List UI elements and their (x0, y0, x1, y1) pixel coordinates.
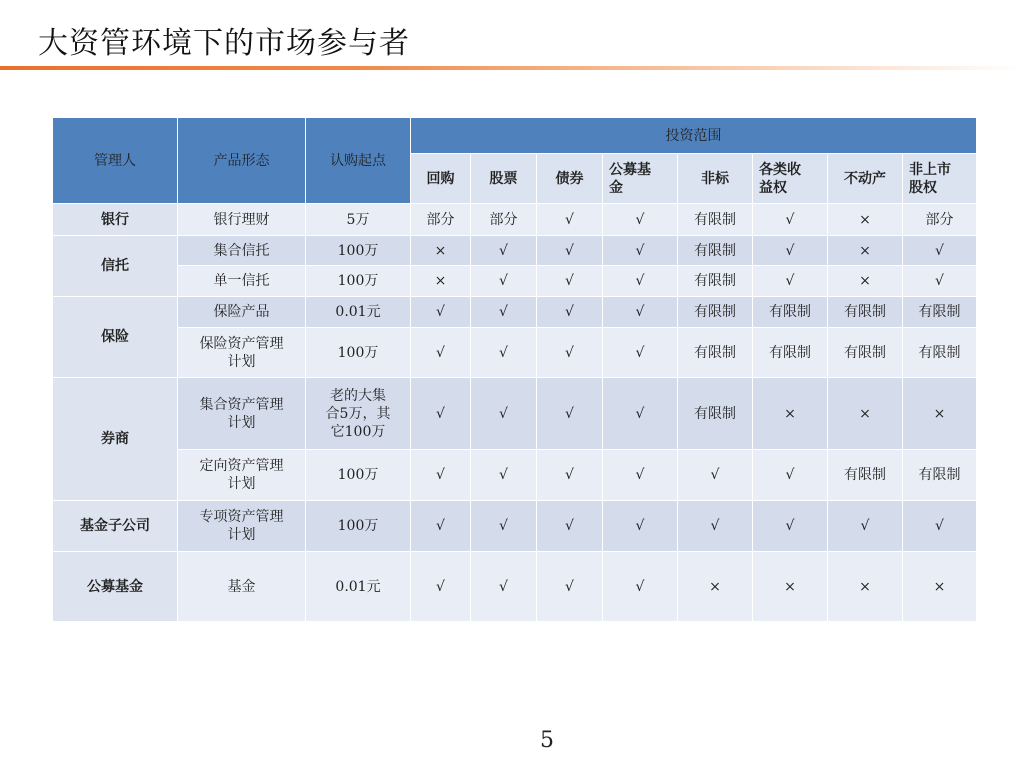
scope-value-cell: × (903, 552, 977, 622)
scope-value-cell: √ (471, 266, 537, 297)
scope-value-cell: √ (411, 501, 471, 552)
slide-title: 大资管环境下的市场参与者 (38, 26, 410, 61)
header-scope-col: 股票 (471, 154, 537, 204)
scope-value-cell: √ (537, 378, 603, 450)
scope-value-cell: 有限制 (828, 297, 903, 328)
minimum-cell: 100万 (306, 450, 411, 501)
page-number: 5 (540, 728, 554, 753)
product-cell: 保险产品 (178, 297, 306, 328)
table-row (53, 501, 977, 552)
manager-cell: 保险 (53, 297, 178, 378)
scope-value-cell: √ (903, 266, 977, 297)
scope-value-cell: √ (603, 297, 678, 328)
manager-cell: 券商 (53, 378, 178, 501)
manager-cell: 银行 (53, 204, 178, 236)
scope-value-cell: √ (537, 297, 603, 328)
scope-value-cell: √ (753, 236, 828, 266)
scope-value-cell: × (411, 236, 471, 266)
minimum-cell: 100万 (306, 266, 411, 297)
scope-value-cell: √ (471, 450, 537, 501)
scope-value-cell: × (828, 236, 903, 266)
product-cell: 银行理财 (178, 204, 306, 236)
scope-value-cell: √ (537, 328, 603, 378)
product-cell: 单一信托 (178, 266, 306, 297)
product-cell: 基金 (178, 552, 306, 622)
scope-value-cell: 部分 (411, 204, 471, 236)
scope-value-cell: × (411, 266, 471, 297)
scope-value-cell: √ (471, 328, 537, 378)
table-row (53, 552, 977, 622)
scope-value-cell: √ (411, 297, 471, 328)
scope-value-cell: √ (537, 204, 603, 236)
scope-value-cell: √ (903, 236, 977, 266)
manager-cell: 公募基金 (53, 552, 178, 622)
scope-value-cell: √ (903, 501, 977, 552)
product-cell: 定向资产管理 计划 (178, 450, 306, 501)
header-minimum: 认购起点 (306, 118, 411, 204)
scope-value-cell: √ (471, 501, 537, 552)
minimum-cell: 5万 (306, 204, 411, 236)
header-scope-col: 非上市 股权 (903, 154, 977, 204)
scope-value-cell: × (828, 266, 903, 297)
scope-value-cell: √ (537, 236, 603, 266)
scope-value-cell: 有限制 (678, 204, 753, 236)
scope-value-cell: 有限制 (828, 450, 903, 501)
scope-value-cell: 有限制 (678, 297, 753, 328)
minimum-cell: 0.01元 (306, 297, 411, 328)
table-row (53, 266, 977, 297)
scope-value-cell: √ (537, 450, 603, 501)
scope-value-cell: √ (471, 236, 537, 266)
scope-value-cell: × (828, 552, 903, 622)
header-scope-col: 回购 (411, 154, 471, 204)
header-manager: 管理人 (53, 118, 178, 204)
table-row (53, 450, 977, 501)
scope-value-cell: 有限制 (903, 297, 977, 328)
scope-value-cell: √ (678, 450, 753, 501)
scope-value-cell: √ (471, 297, 537, 328)
minimum-cell: 100万 (306, 236, 411, 266)
scope-value-cell: √ (678, 501, 753, 552)
scope-value-cell: √ (537, 552, 603, 622)
scope-value-cell: × (753, 378, 828, 450)
header-scope-col: 非标 (678, 154, 753, 204)
minimum-cell: 老的大集 合5万，其 它100万 (306, 378, 411, 450)
scope-value-cell: √ (411, 378, 471, 450)
scope-value-cell: × (903, 378, 977, 450)
scope-value-cell: √ (411, 328, 471, 378)
scope-value-cell: √ (603, 204, 678, 236)
header-scope-col: 不动产 (828, 154, 903, 204)
scope-value-cell: 有限制 (678, 328, 753, 378)
scope-value-cell: √ (603, 328, 678, 378)
scope-value-cell: 有限制 (753, 328, 828, 378)
scope-value-cell: √ (471, 552, 537, 622)
scope-value-cell: √ (411, 552, 471, 622)
header-scope-col: 公募基 金 (603, 154, 678, 204)
scope-value-cell: 部分 (471, 204, 537, 236)
table-row (53, 236, 977, 266)
header-scope-col: 债券 (537, 154, 603, 204)
scope-value-cell: √ (603, 378, 678, 450)
table-row (53, 297, 977, 328)
scope-value-cell: 有限制 (753, 297, 828, 328)
scope-value-cell: √ (411, 450, 471, 501)
scope-value-cell: 有限制 (678, 236, 753, 266)
header-scope-col: 各类收 益权 (753, 154, 828, 204)
scope-value-cell: × (828, 204, 903, 236)
scope-value-cell: 有限制 (828, 328, 903, 378)
table-row (53, 328, 977, 378)
scope-value-cell: 部分 (903, 204, 977, 236)
scope-value-cell: 有限制 (678, 378, 753, 450)
scope-value-cell: 有限制 (903, 450, 977, 501)
manager-cell: 信托 (53, 236, 178, 297)
scope-value-cell: √ (603, 266, 678, 297)
scope-value-cell: √ (471, 378, 537, 450)
scope-value-cell: √ (603, 501, 678, 552)
minimum-cell: 100万 (306, 328, 411, 378)
minimum-cell: 100万 (306, 501, 411, 552)
product-cell: 集合资产管理 计划 (178, 378, 306, 450)
scope-value-cell: √ (828, 501, 903, 552)
scope-value-cell: 有限制 (903, 328, 977, 378)
scope-value-cell: √ (753, 501, 828, 552)
scope-value-cell: 有限制 (678, 266, 753, 297)
scope-value-cell: √ (603, 450, 678, 501)
scope-value-cell: √ (753, 204, 828, 236)
scope-value-cell: √ (753, 450, 828, 501)
product-cell: 集合信托 (178, 236, 306, 266)
scope-value-cell: × (753, 552, 828, 622)
scope-value-cell: × (678, 552, 753, 622)
product-cell: 保险资产管理 计划 (178, 328, 306, 378)
table-row (53, 204, 977, 236)
product-cell: 专项资产管理 计划 (178, 501, 306, 552)
scope-value-cell: × (828, 378, 903, 450)
minimum-cell: 0.01元 (306, 552, 411, 622)
title-divider (0, 66, 1024, 70)
header-investment-scope: 投资范围 (411, 118, 977, 154)
scope-value-cell: √ (753, 266, 828, 297)
table-row (53, 378, 977, 450)
scope-value-cell: √ (537, 501, 603, 552)
manager-cell: 基金子公司 (53, 501, 178, 552)
header-product: 产品形态 (178, 118, 306, 204)
scope-value-cell: √ (603, 552, 678, 622)
scope-value-cell: √ (603, 236, 678, 266)
market-participants-table (52, 117, 977, 622)
scope-value-cell: √ (537, 266, 603, 297)
